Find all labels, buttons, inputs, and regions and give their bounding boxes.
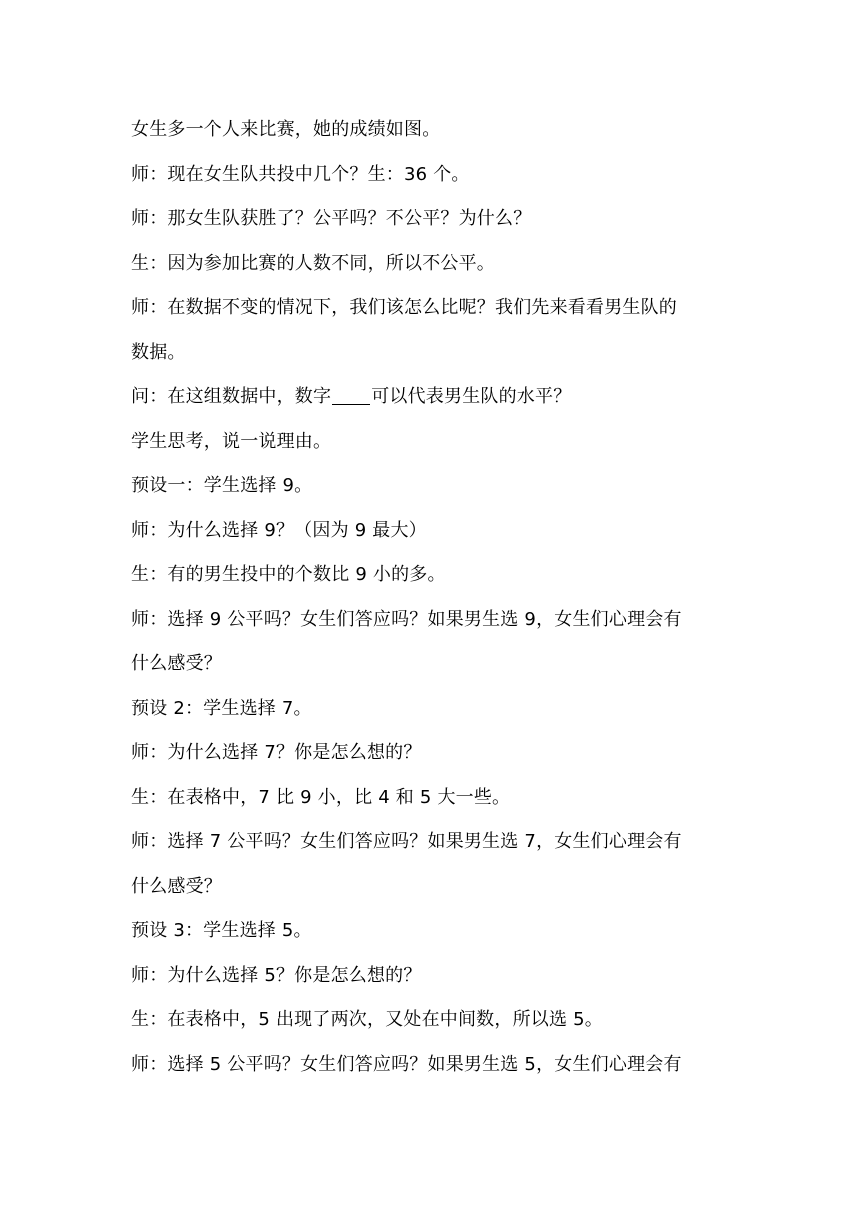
paragraph-line: 生：因为参加比赛的人数不同，所以不公平。 <box>131 252 495 274</box>
paragraph-line: 什么感受？ <box>131 653 222 674</box>
paragraph-line: 师：现在女生队共投中几个？生：36 个。 <box>131 163 470 185</box>
paragraph-line: 师：为什么选择 5？你是怎么想的？ <box>131 964 422 986</box>
paragraph-line: 师：选择 9 公平吗？女生们答应吗？如果男生选 9，女生们心理会有 <box>131 608 682 630</box>
fill-in-blank <box>332 384 370 405</box>
question-text-before: 问：在这组数据中，数字 <box>131 386 332 407</box>
paragraph-line: 生：在表格中，5 出现了两次，又处在中间数，所以选 5。 <box>131 1009 603 1030</box>
paragraph-line: 师：在数据不变的情况下，我们该怎么比呢？我们先来看看男生队的 <box>131 297 677 318</box>
paragraph-line: 学生思考，说一说理由。 <box>131 430 332 452</box>
paragraph-line: 预设 2：学生选择 7。 <box>131 697 312 719</box>
paragraph-line: 什么感受？ <box>131 875 222 897</box>
paragraph-line: 生：在表格中，7 比 9 小，比 4 和 5 大一些。 <box>131 786 511 808</box>
paragraph-line: 预设 3：学生选择 5。 <box>131 920 312 941</box>
paragraph-line: 师：为什么选择 9？（因为 9 最大） <box>131 519 427 541</box>
paragraph-line: 师：为什么选择 7？你是怎么想的？ <box>131 742 422 763</box>
paragraph-line: 生：有的男生投中的个数比 9 小的多。 <box>131 564 446 585</box>
paragraph-line: 预设一：学生选择 9。 <box>131 475 313 496</box>
paragraph-line: 师：那女生队获胜了？公平吗？不公平？为什么？ <box>131 208 532 229</box>
paragraph-line: 师：选择 7 公平吗？女生们答应吗？如果男生选 7，女生们心理会有 <box>131 831 682 852</box>
paragraph-line: 数据。 <box>131 341 186 363</box>
paragraph-line: 女生多一个人来比赛，她的成绩如图。 <box>131 119 441 140</box>
document-body <box>131 108 731 1087</box>
question-line <box>131 375 731 420</box>
question-text-after: 可以代表男生队的水平？ <box>371 386 572 407</box>
paragraph-line: 师：选择 5 公平吗？女生们答应吗？如果男生选 5，女生们心理会有 <box>131 1053 682 1075</box>
